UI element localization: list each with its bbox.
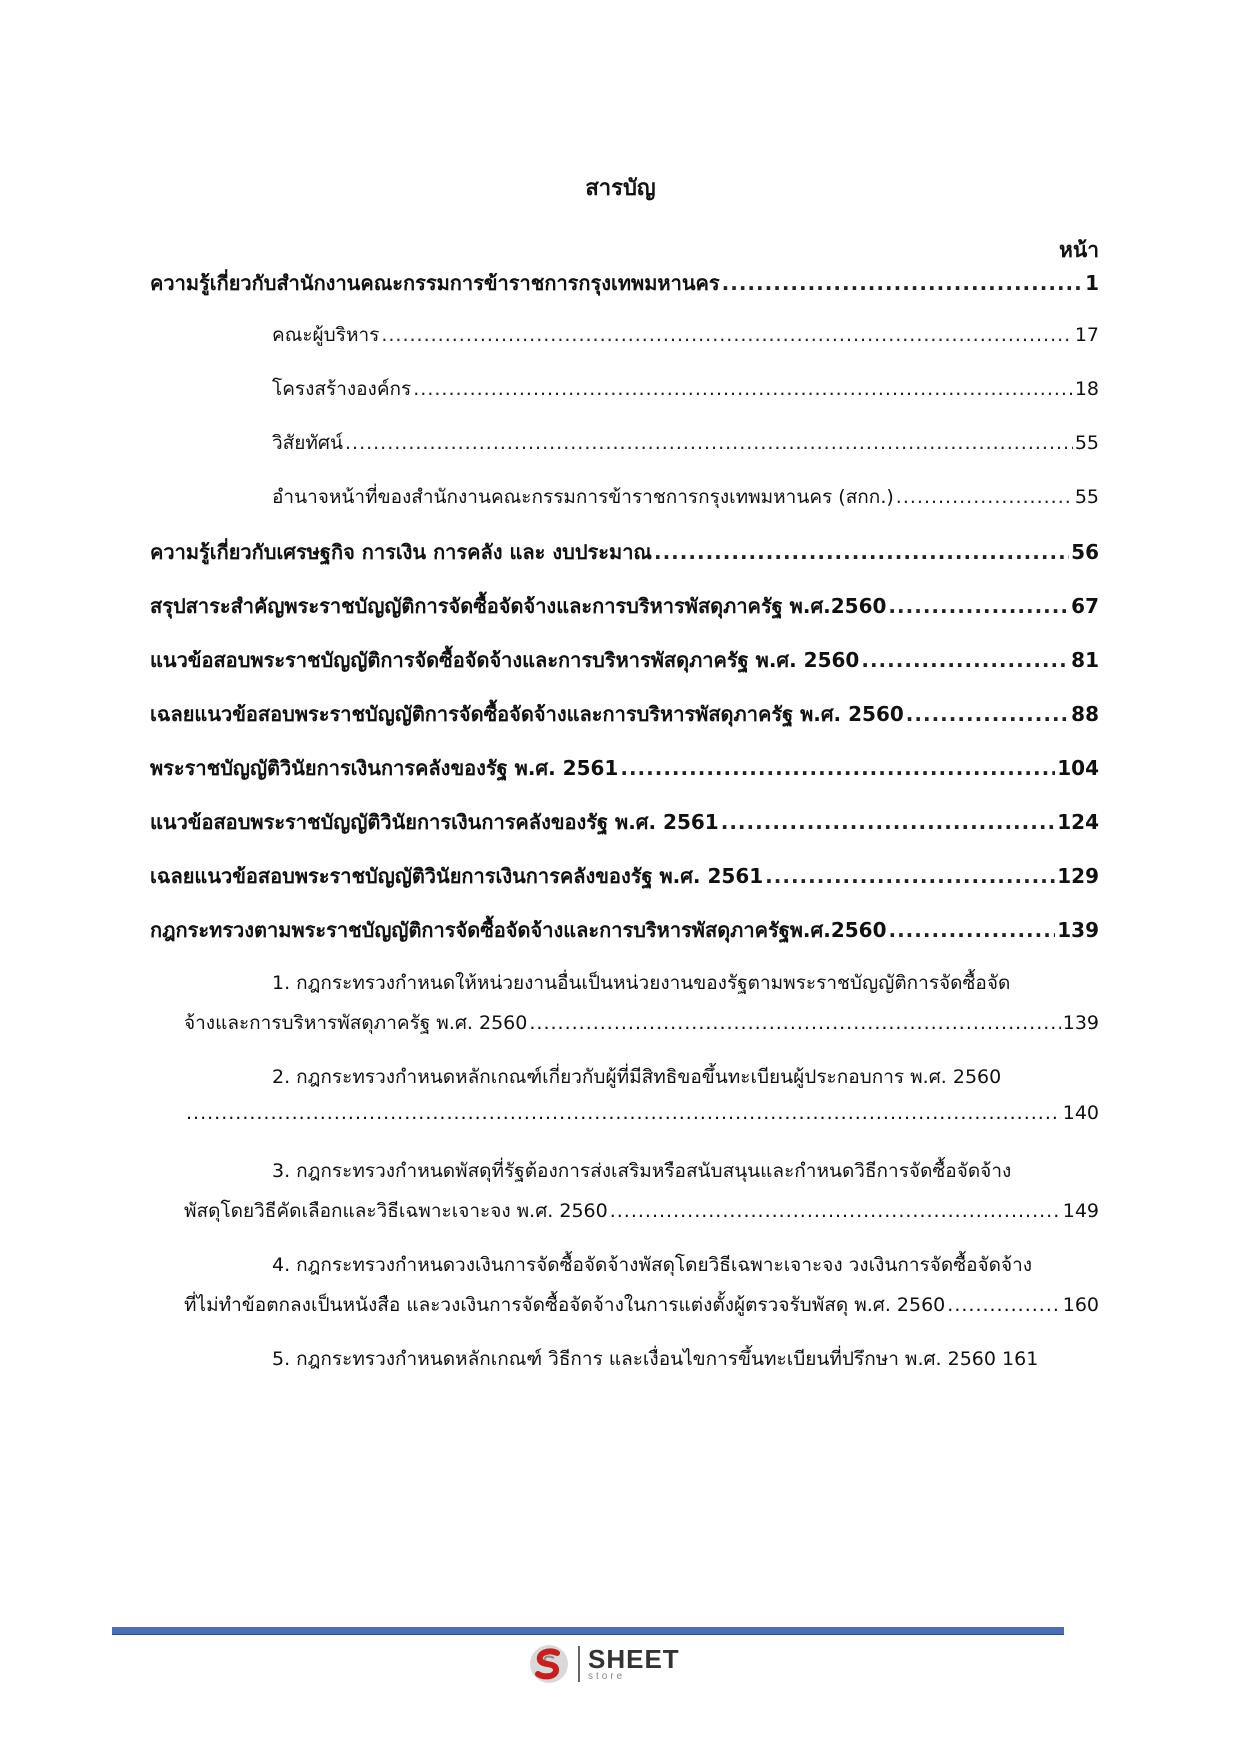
toc-entry-label: กฎกระทรวงตามพระราชบัญญัติการจัดซื้อจัดจ้างและการบริหารพัสดุภาครัฐพ.ศ.2560 (150, 918, 887, 942)
toc-entry (150, 860, 1099, 892)
leader-dots (906, 702, 1069, 726)
rule-entry-continuation (184, 1008, 1099, 1038)
page-column-header: หน้า (1059, 238, 1099, 262)
toc-entry (150, 698, 1099, 730)
rule-entry-label: ที่ไม่ทำข้อตกลงเป็นหนังสือ และวงเงินการจัดซื้อจัดจ้างในการแต่งตั้งผู้ตรวจรับพัสดุ พ.ศ. 2560 (184, 1294, 946, 1316)
toc-subentry (272, 428, 1099, 458)
leader-dots (381, 324, 1072, 346)
rule-entry-continuation (184, 1102, 1099, 1124)
toc-entry-label: แนวข้อสอบพระราชบัญญัติวินัยการเงินการคลังของรัฐ พ.ศ. 2561 (150, 810, 719, 834)
rule-entry-page: 140 (1062, 1102, 1099, 1124)
toc-entry-label: คณะผู้บริหาร (272, 324, 380, 346)
rule-entry-label: จ้างและการบริหารพัสดุภาครัฐ พ.ศ. 2560 (184, 1012, 528, 1034)
toc-entry-page: 55 (1074, 432, 1099, 454)
page-title: สารบัญ (585, 176, 656, 201)
toc-entry (150, 752, 1099, 784)
rule-entry-continuation (184, 1290, 1099, 1320)
toc-subentry (272, 374, 1099, 404)
rule-entry-page: 139 (1062, 1012, 1099, 1034)
toc-entry (150, 590, 1099, 622)
footer-divider (112, 1627, 1064, 1635)
leader-dots (721, 810, 1056, 834)
toc-entry-label: แนวข้อสอบพระราชบัญญัติการจัดซื้อจัดจ้างและการบริหารพัสดุภาครัฐ พ.ศ. 2560 (150, 648, 860, 672)
toc-entry-page: 56 (1071, 540, 1099, 564)
rule-entry-line: 3. กฎกระทรวงกำหนดพัสดุที่รัฐต้องการส่งเสริมหรือสนับสนุนและกำหนดวิธีการจัดซื้อจัดจ้าง (272, 1160, 1012, 1182)
rule-entry-line: 2. กฎกระทรวงกำหนดหลักเกณฑ์เกี่ยวกับผู้ที่มีสิทธิขอขึ้นทะเบียนผู้ประกอบการ พ.ศ. 2560 (272, 1066, 1002, 1088)
leader-dots (654, 540, 1069, 564)
logo-brand-subtext: store (588, 1671, 626, 1682)
toc-entry (150, 644, 1099, 676)
sheet-store-logo-icon (528, 1643, 570, 1685)
toc-entry-page: 88 (1071, 702, 1099, 726)
rule-entry-page: 149 (1062, 1200, 1099, 1222)
toc-entry-label: โครงสร้างองค์กร (272, 378, 412, 400)
rule-entry-line: 5. กฎกระทรวงกำหนดหลักเกณฑ์ วิธีการ และเงื่อนไขการขึ้นทะเบียนที่ปรึกษา พ.ศ. 2560 161 (272, 1348, 1039, 1370)
toc-entry (150, 536, 1099, 568)
toc-entry (150, 914, 1099, 946)
leader-dots (413, 378, 1073, 400)
leader-dots (722, 271, 1083, 295)
toc-entry-label: พระราชบัญญัติวินัยการเงินการคลังของรัฐ พ.ศ. 2561 (150, 756, 619, 780)
toc-entry (150, 267, 1099, 299)
leader-dots (888, 594, 1069, 618)
leader-dots (888, 918, 1055, 942)
toc-entry-label: ความรู้เกี่ยวกับสำนักงานคณะกรรมการข้าราชการกรุงเทพมหานคร (150, 271, 720, 295)
rule-entry-line: 4. กฎกระทรวงกำหนดวงเงินการจัดซื้อจัดจ้างพัสดุโดยวิธีเฉพาะเจาะจง วงเงินการจัดซื้อจัดจ้าง (272, 1254, 1033, 1276)
toc-entry-page: 139 (1057, 918, 1099, 942)
toc-entry-label: วิสัยทัศน์ (272, 432, 343, 454)
toc-entry-page: 81 (1071, 648, 1099, 672)
toc-entry-page: 55 (1074, 486, 1099, 508)
leader-dots (765, 864, 1055, 888)
rule-entry-continuation (184, 1196, 1099, 1226)
leader-dots (620, 756, 1055, 780)
leader-dots (947, 1294, 1060, 1316)
toc-entry-label: เฉลยแนวข้อสอบพระราชบัญญัติการจัดซื้อจัดจ้างและการบริหารพัสดุภาครัฐ พ.ศ. 2560 (150, 702, 904, 726)
rule-entry-label: พัสดุโดยวิธีคัดเลือกและวิธีเฉพาะเจาะจง พ.ศ. 2560 (184, 1200, 608, 1222)
leader-dots (610, 1200, 1061, 1222)
toc-entry-label: ความรู้เกี่ยวกับเศรษฐกิจ การเงิน การคลัง และ งบประมาณ (150, 540, 652, 564)
toc-subentry (272, 482, 1099, 512)
leader-dots (529, 1012, 1060, 1034)
toc-entry-page: 17 (1074, 324, 1099, 346)
sheet-store-logo (528, 1643, 680, 1685)
toc-entry-page: 129 (1057, 864, 1099, 888)
leader-dots (861, 648, 1069, 672)
leader-dots (186, 1102, 1061, 1124)
toc-subentry (272, 320, 1099, 350)
toc-entry-label: อำนาจหน้าที่ของสำนักงานคณะกรรมการข้าราชการกรุงเทพมหานคร (สกก.) (272, 486, 894, 508)
toc-entry-page: 1 (1085, 271, 1099, 295)
toc-entry-page: 67 (1071, 594, 1099, 618)
toc-entry-label: สรุปสาระสำคัญพระราชบัญญัติการจัดซื้อจัดจ้างและการบริหารพัสดุภาครัฐ พ.ศ.2560 (150, 594, 887, 618)
logo-separator (578, 1646, 580, 1682)
toc-entry-page: 124 (1057, 810, 1099, 834)
toc-entry-label: เฉลยแนวข้อสอบพระราชบัญญัติวินัยการเงินการคลังของรัฐ พ.ศ. 2561 (150, 864, 764, 888)
toc-entry-page: 104 (1057, 756, 1099, 780)
leader-dots (345, 432, 1073, 454)
logo-brand-text: SHEET (588, 1644, 680, 1674)
toc-entry (150, 806, 1099, 838)
toc-entry-page: 18 (1074, 378, 1099, 400)
rule-entry-line: 1. กฎกระทรวงกำหนดให้หน่วยงานอื่นเป็นหน่วยงานของรัฐตามพระราชบัญญัติการจัดซื้อจัด (272, 972, 1011, 994)
rule-entry-page: 160 (1062, 1294, 1099, 1316)
leader-dots (896, 486, 1073, 508)
